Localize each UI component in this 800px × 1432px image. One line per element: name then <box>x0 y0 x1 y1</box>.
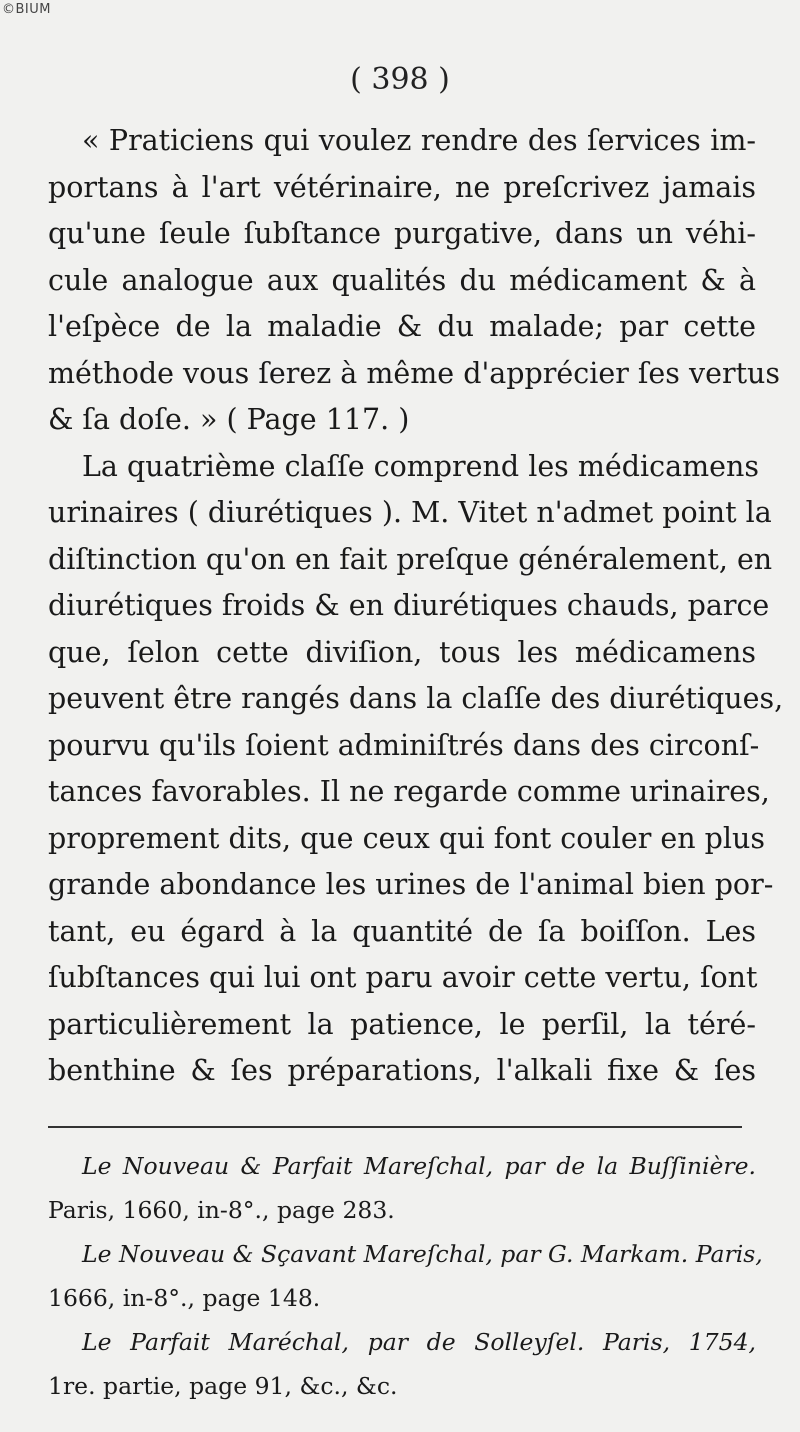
text-line: diſtinction qu'on en fait preſque généralement, en <box>48 542 773 576</box>
paragraph-1 <box>48 118 780 444</box>
text-line: qu'une ſeule ſubſtance purgative, dans un véhi- <box>48 217 756 250</box>
text-line: La quatrième claſſe comprend les médicamens <box>82 449 759 483</box>
footnote-divider <box>48 1126 742 1129</box>
text-line: portans à l'art vétérinaire, ne preſcrivez jamais <box>48 170 756 204</box>
footnote-2 <box>48 1232 763 1320</box>
text-line: « Praticiens qui voulez rendre des ſervices im- <box>82 124 756 157</box>
text-line: que, ſelon cette diviſion, tous les médicamens <box>48 635 756 669</box>
footnote-line: 1666, in-8°., page 148. <box>48 1284 321 1312</box>
footnotes <box>48 1144 763 1408</box>
text-line: diurétiques froids & en diurétiques chauds, parce <box>48 589 770 622</box>
text-line: urinaires ( diurétiques ). M. Vitet n'admet point la <box>48 496 772 529</box>
text-line: benthine & ſes préparations, l'alkali fixe & ſes <box>48 1054 756 1087</box>
text-line: proprement dits, que ceux qui font couler en plus <box>48 821 766 855</box>
footnote-line: Le Nouveau & Parfait Mareſchal, par de la Buſſinière. <box>82 1152 756 1180</box>
text-line: méthode vous ſerez à même d'apprécier ſes vertus <box>48 356 780 390</box>
page-number: ( 398 ) <box>350 62 450 97</box>
text-line: peuvent être rangés dans la claſſe des diurétiques, <box>48 682 784 715</box>
text-line: grande abondance les urines de l'animal bien por- <box>48 868 774 901</box>
text-line: cule analogue aux qualités du médicament & à <box>48 263 756 297</box>
text-line <box>48 1095 756 1142</box>
paragraph-2 <box>48 444 784 1142</box>
watermark: ©BIUM <box>2 2 51 17</box>
text-line: pourvu qu'ils ſoient adminiſtrés dans des circonſ- <box>48 728 760 762</box>
footnote-1 <box>48 1144 756 1232</box>
text-line: & ſa doſe. » ( Page 117. ) <box>48 403 410 436</box>
text-line: particulièrement la patience, le perſil, la téré- <box>48 1007 756 1041</box>
footnote-line: Le Parfait Maréchal, par de Solleyſel. Paris, 1754, <box>82 1328 756 1356</box>
text-line: l'eſpèce de la maladie & du malade; par cette <box>48 310 756 343</box>
body-text <box>48 118 784 1141</box>
text-line: tant, eu égard à la quantité de ſa boiſſon. Les <box>48 914 756 948</box>
footnote-line: Le Nouveau & Sçavant Mareſchal, par G. Markam. Paris, <box>82 1240 763 1268</box>
footnote-3 <box>48 1320 756 1408</box>
text-line: tances favorables. Il ne regarde comme urinaires, <box>48 775 770 808</box>
footnote-line: Paris, 1660, in-8°., page 283. <box>48 1196 395 1224</box>
footnote-line: 1re. partie, page 91, &c., &c. <box>48 1372 398 1400</box>
text-line: ſubſtances qui lui ont paru avoir cette vertu, ſont <box>48 961 758 994</box>
